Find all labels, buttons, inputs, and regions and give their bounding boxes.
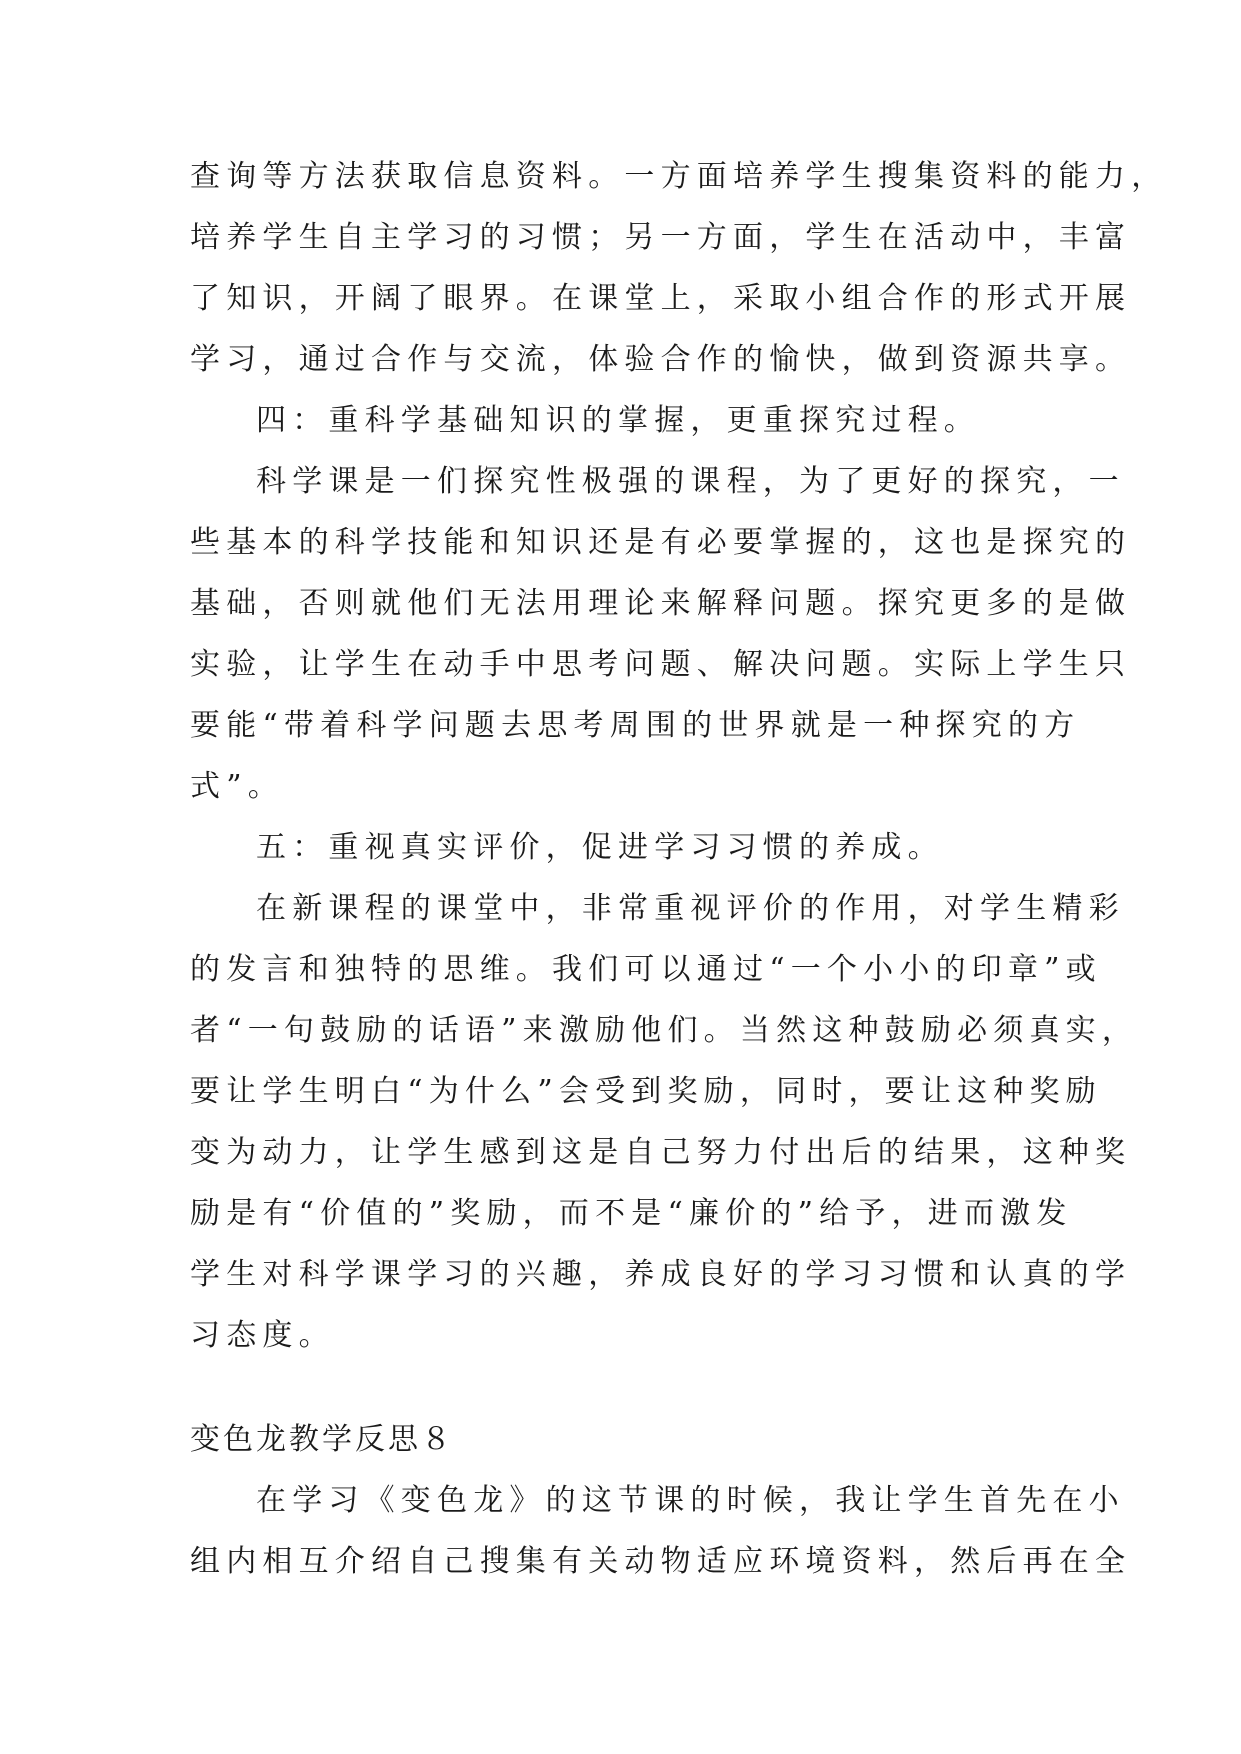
paragraph-line: 实验，让学生在动手中思考问题、解决问题。实际上学生只 (190, 647, 1132, 682)
paragraph-line: 的发言和独特的思维。我们可以通过“一个小小的印章”或 (190, 952, 1102, 987)
paragraph-line: 查询等方法获取信息资料。一方面培养学生搜集资料的能力， (190, 159, 1168, 194)
paragraph-line: 了知识，开阔了眼界。在课堂上，采取小组合作的形式开展 (190, 281, 1132, 316)
paragraph-line: 在新课程的课堂中，非常重视评价的作用，对学生精彩 (256, 891, 1125, 926)
paragraph-line: 要能“带着科学问题去思考周围的世界就是一种探究的方 (190, 708, 1081, 743)
paragraph-line: 基础，否则就他们无法用理论来解释问题。探究更多的是做 (190, 586, 1132, 621)
section-heading: 四：重科学基础知识的掌握，更重探究过程。 (256, 403, 980, 438)
paragraph-line: 组内相互介绍自己搜集有关动物适应环境资料，然后再在全 (190, 1544, 1132, 1579)
paragraph-line: 在学习《变色龙》的这节课的时候，我让学生首先在小 (256, 1483, 1125, 1518)
article-title: 变色龙教学反思８ (190, 1422, 454, 1457)
paragraph-line: 学生对科学课学习的兴趣，养成良好的学习习惯和认真的学 (190, 1257, 1132, 1292)
paragraph-line: 者“一句鼓励的话语”来激励他们。当然这种鼓励必须真实， (190, 1013, 1139, 1048)
paragraph-line: 要让学生明白“为什么”会受到奖励，同时，要让这种奖励 (190, 1074, 1102, 1109)
paragraph-line: 些基本的科学技能和知识还是有必要掌握的，这也是探究的 (190, 525, 1132, 560)
paragraph-line: 学习，通过合作与交流，体验合作的愉快，做到资源共享。 (190, 342, 1132, 377)
paragraph-line: 习态度。 (190, 1318, 335, 1353)
paragraph-line: 培养学生自主学习的习惯；另一方面，学生在活动中，丰富 (190, 220, 1132, 255)
paragraph-line: 变为动力，让学生感到这是自己努力付出后的结果，这种奖 (190, 1135, 1132, 1170)
paragraph-line: 励是有“价值的”奖励，而不是“廉价的”给予，进而激发 (190, 1196, 1073, 1231)
paragraph-line: 科学课是一们探究性极强的课程，为了更好的探究，一 (256, 464, 1125, 499)
section-heading: 五：重视真实评价，促进学习习惯的养成。 (256, 830, 944, 865)
paragraph-line: 式”。 (190, 769, 284, 804)
